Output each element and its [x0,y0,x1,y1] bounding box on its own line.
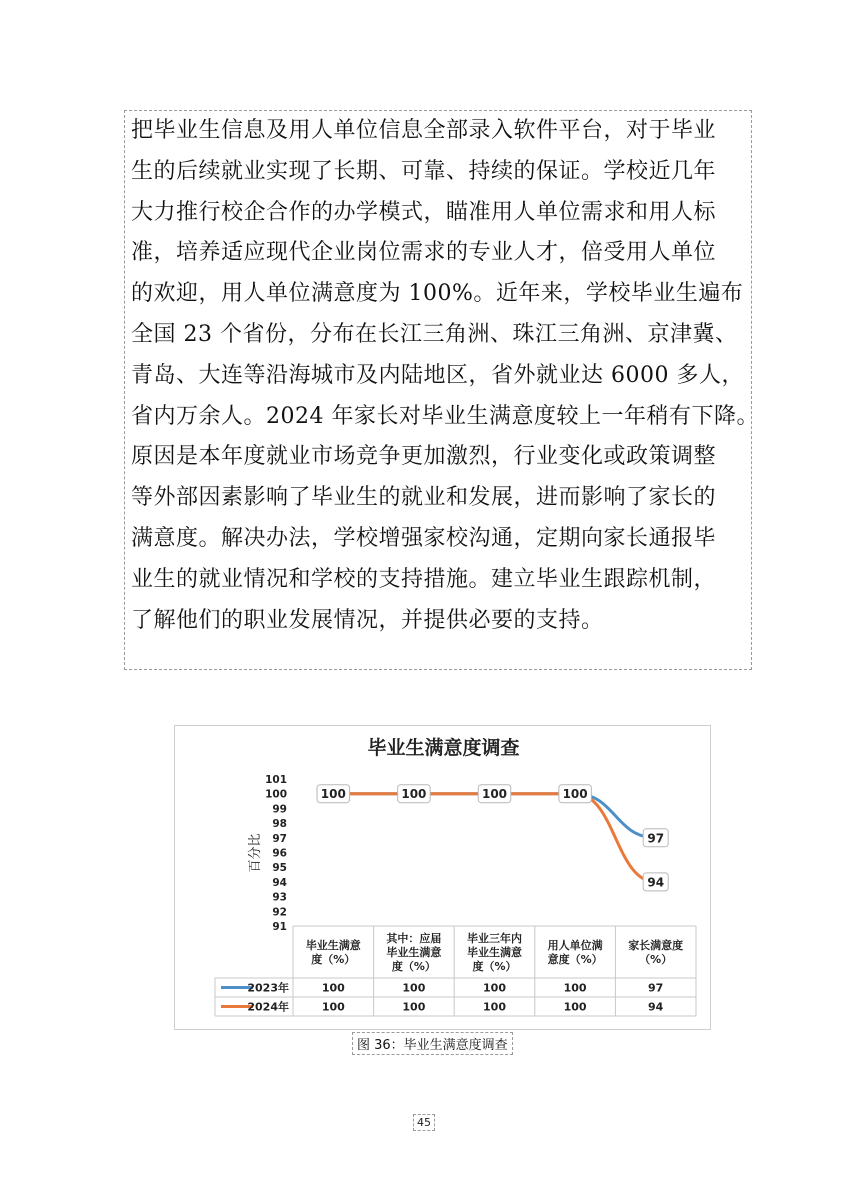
paragraph-line: 等外部因素影响了毕业生的就业和发展，进而影响了家长的 [131,485,717,511]
paragraph-line: 青岛、大连等沿海城市及内陆地区，省外就业达 6000 多人， [131,362,744,388]
paragraph-line: 满意度。解决办法，学校增强家校沟通，定期向家长通报毕 [131,525,717,551]
y-tick-label: 93 [272,891,287,904]
figure-caption: 图 36：毕业生满意度调查 [352,1032,513,1055]
table-value: 94 [648,1000,664,1014]
y-axis-label: 百分比 [248,833,263,873]
paragraph-line: 生的后续就业实现了长期、可靠、持续的保证。学校近几年 [131,158,717,184]
category-label: （%） [639,953,673,966]
body-paragraph [124,110,759,670]
chart-title: 毕业生满意度调查 [367,737,520,759]
paragraph-line: 的欢迎，用人单位满意度为 100%。近年来，学校毕业生遍布 [131,281,744,307]
satisfaction-chart [174,725,711,1030]
category-label: 毕业生满意 [467,946,522,959]
paragraph-line: 全国 23 个省份，分布在长江三角洲、珠江三角洲、京津冀、 [131,321,738,347]
y-tick-label: 95 [272,862,287,875]
y-tick-label: 96 [272,847,287,860]
category-label: 毕业生满意 [305,939,361,952]
table-value: 100 [402,981,426,995]
legend-label: 2024年 [247,1000,289,1014]
category-label: 毕业生满意 [386,946,442,959]
data-label: 97 [647,831,665,846]
table-value: 97 [648,981,664,995]
category-label: 用人单位满 [547,939,603,952]
chart-canvas [175,726,712,1031]
y-tick-label: 97 [272,832,287,845]
y-tick-label: 100 [265,788,287,801]
data-label: 100 [320,787,346,802]
y-tick-label: 92 [272,906,287,919]
table-value: 100 [402,1000,426,1014]
paragraph-line: 大力推行校企合作的办学模式，瞄准用人单位需求和用人标 [131,199,717,225]
category-label: 意度（%） [547,953,603,966]
y-tick-label: 98 [272,818,287,831]
data-label: 100 [562,787,588,802]
data-label: 94 [647,875,665,890]
data-label: 100 [481,787,508,802]
category-label: 毕业三年内 [467,932,522,945]
table-value: 100 [563,981,587,995]
category-label: 度（%） [472,960,517,973]
category-label: 度（%） [391,960,436,973]
data-label: 100 [401,787,427,802]
y-tick-label: 94 [272,876,287,889]
paragraph-line: 准，培养适应现代企业岗位需求的专业人才，倍受用人单位 [131,240,717,266]
page-number: 45 [413,1114,435,1131]
paragraph-line: 省内万余人。2024 年家长对毕业生满意度较上一年稍有下降。 [131,403,759,429]
paragraph-line: 把毕业生信息及用人单位信息全部录入软件平台，对于毕业 [131,118,717,143]
y-tick-label: 101 [265,774,287,786]
table-value: 100 [483,981,506,995]
paragraph-line: 了解他们的职业发展情况，并提供必要的支持。 [131,607,604,633]
category-label: 其中：应届 [386,932,442,945]
table-value: 100 [321,1000,345,1014]
category-label: 家长满意度 [628,939,684,952]
paragraph-line: 业生的就业情况和学校的支持措施。建立毕业生跟踪机制， [131,566,717,592]
y-tick-label: 91 [272,921,287,933]
table-value: 100 [483,1000,506,1014]
paragraph-line: 原因是本年度就业市场竞争更加激烈，行业变化或政策调整 [131,444,717,470]
legend-label: 2023年 [247,981,289,995]
y-tick-label: 99 [272,803,287,816]
category-label: 度（%） [311,953,356,966]
table-value: 100 [563,1000,587,1014]
table-value: 100 [321,981,345,995]
